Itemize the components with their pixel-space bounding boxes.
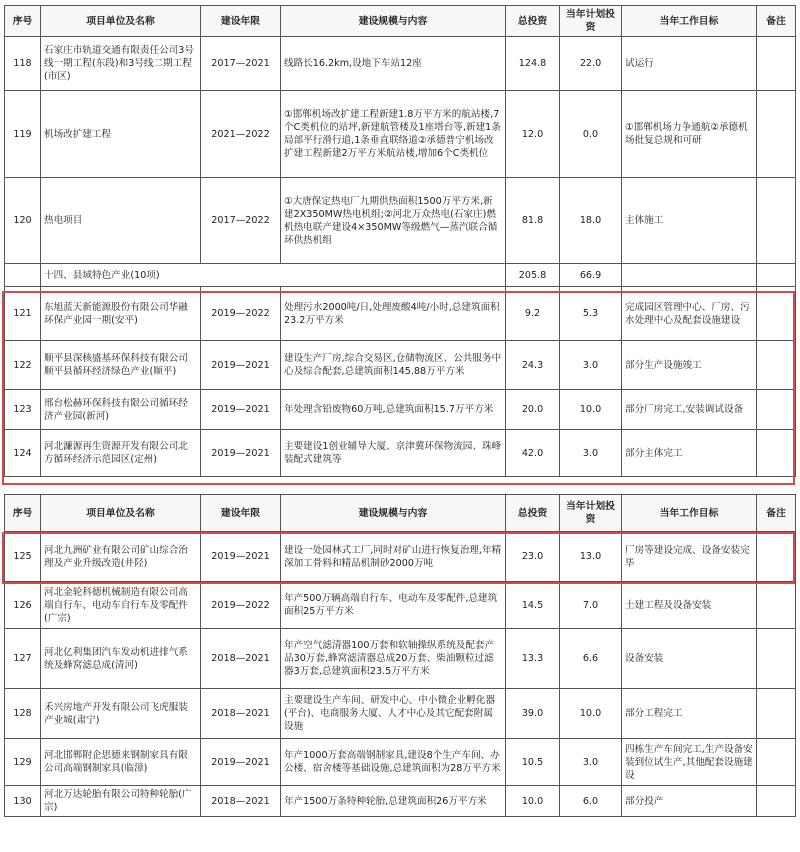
cell-plan: 3.0 xyxy=(560,341,622,390)
cell-invest: 42.0 xyxy=(506,430,560,477)
cell-scale: 年处理含铅废物60万吨,总建筑面积15.7万平方米 xyxy=(281,390,506,430)
cell-target: 部分生产设施竣工 xyxy=(622,341,757,390)
cell-plan: 10.0 xyxy=(560,390,622,430)
cell-remark xyxy=(757,582,796,629)
cell-invest: 24.3 xyxy=(506,341,560,390)
cell-invest: 13.3 xyxy=(506,629,560,689)
cell-plan: 22.0 xyxy=(560,37,622,91)
cell-target: ①邯郸机场力争通航②承德机场批复总规和可研 xyxy=(622,91,757,178)
section-row xyxy=(5,264,796,287)
table-row xyxy=(5,37,796,91)
cell-target: 设备安装 xyxy=(622,629,757,689)
cell-remark xyxy=(757,532,796,582)
header-invest: 总投资 xyxy=(506,495,560,532)
cell-no: 129 xyxy=(5,739,41,786)
table-row xyxy=(5,689,796,739)
cell-plan: 3.0 xyxy=(560,739,622,786)
cell-invest: 23.0 xyxy=(506,532,560,582)
cell-remark xyxy=(757,786,796,817)
cell-unit: 邢台松赫环保科技有限公司循环经济产业园(新河) xyxy=(41,390,201,430)
cell-unit: 热电项目 xyxy=(41,178,201,264)
cell-invest: 14.5 xyxy=(506,582,560,629)
section-label: 十四、县域特色产业(10项) xyxy=(41,264,506,287)
table-row xyxy=(5,532,796,582)
cell-scale: ①大唐保定热电厂九期供热面积1500万平方米,新建2X350MW热电机组;②河北万众热电(石家庄)燃机热电联产建设4×350MW等级燃气—蒸汽联合循环供热机组 xyxy=(281,178,506,264)
cell-no: 121 xyxy=(5,287,41,341)
cell-unit: 河北九洲矿业有限公司矿山综合治理及产业升级改造(井陉) xyxy=(41,532,201,582)
cell-invest: 81.8 xyxy=(506,178,560,264)
table-row xyxy=(5,178,796,264)
cell-no: 120 xyxy=(5,178,41,264)
table-row xyxy=(5,390,796,430)
cell-invest: 39.0 xyxy=(506,689,560,739)
header-row xyxy=(5,6,796,37)
cell-invest: 9.2 xyxy=(506,287,560,341)
cell-remark xyxy=(757,178,796,264)
header-row-2 xyxy=(5,495,796,532)
cell-period: 2018—2021 xyxy=(201,689,281,739)
header-scale: 建设规模与内容 xyxy=(281,495,506,532)
cell-unit: 石家庄市轨道交通有限责任公司3号线一期工程(东段)和3号线二期工程(市区) xyxy=(41,37,201,91)
cell-unit: 河北万达轮胎有限公司特种轮胎(广宗) xyxy=(41,786,201,817)
cell-period: 2019—2021 xyxy=(201,341,281,390)
cell-period: 2019—2021 xyxy=(201,430,281,477)
cell-period: 2019—2022 xyxy=(201,287,281,341)
cell-scale: 年产1500万条特种轮胎,总建筑面积26万平方米 xyxy=(281,786,506,817)
cell-scale: 建设生产厂房,综合交易区,仓储物流区、公共服务中心及综合配套,总建筑面积145.88万平方米 xyxy=(281,341,506,390)
cell-period: 2019—2022 xyxy=(201,582,281,629)
cell-remark xyxy=(757,341,796,390)
project-table-2 xyxy=(4,494,796,817)
cell-plan: 6.6 xyxy=(560,629,622,689)
cell-unit: 禾兴房地产开发有限公司飞虎服装产业城(肃宁) xyxy=(41,689,201,739)
header-unit: 项目单位及名称 xyxy=(41,495,201,532)
cell-plan: 5.3 xyxy=(560,287,622,341)
header-invest: 总投资 xyxy=(506,6,560,37)
cell-scale: 年产500万辆高端自行车、电动车及零配件,总建筑面积25万平方米 xyxy=(281,582,506,629)
cell-period: 2019—2021 xyxy=(201,532,281,582)
header-plan: 当年计划投资 xyxy=(560,6,622,37)
cell-plan: 7.0 xyxy=(560,582,622,629)
cell-no: 122 xyxy=(5,341,41,390)
cell-no: 124 xyxy=(5,430,41,477)
cell-scale: 处理污水2000吨/日,处理废酸4吨/小时,总建筑面积23.2万平方米 xyxy=(281,287,506,341)
cell-remark xyxy=(757,287,796,341)
cell-invest: 20.0 xyxy=(506,390,560,430)
cell-target: 部分投产 xyxy=(622,786,757,817)
cell-target: 部分工程完工 xyxy=(622,689,757,739)
cell-plan: 3.0 xyxy=(560,430,622,477)
section-invest: 205.8 xyxy=(506,264,560,287)
cell-scale: 主要建设生产车间、研发中心、中小微企业孵化器(平台)、电商服务大厦、人才中心及其它配套附属设施 xyxy=(281,689,506,739)
table-row xyxy=(5,786,796,817)
cell-period: 2019—2021 xyxy=(201,739,281,786)
cell-target: 四栋生产车间完工,生产设备安装到位试生产,其他配套设施建设 xyxy=(622,739,757,786)
cell-remark xyxy=(757,689,796,739)
cell-unit: 顺平县深核盛基环保科技有限公司顺平县循环经济绿色产业(顺平) xyxy=(41,341,201,390)
cell-no: 126 xyxy=(5,582,41,629)
cell-target: 主体施工 xyxy=(622,178,757,264)
cell-remark xyxy=(757,37,796,91)
cell-period: 2018—2021 xyxy=(201,786,281,817)
cell-no: 119 xyxy=(5,91,41,178)
cell-period: 2017—2022 xyxy=(201,178,281,264)
cell-scale: 建设一处园林式工厂,同时对矿山进行恢复治理,年精深加工骨料和精品机制砂2000万吨 xyxy=(281,532,506,582)
cell-plan: 10.0 xyxy=(560,689,622,739)
cell-scale: 年产1000万套高端钢制家具,建设8个生产车间、办公楼、宿舍楼等基础设施,总建筑面积为28万平方米 xyxy=(281,739,506,786)
table-row xyxy=(5,287,796,341)
cell-plan: 0.0 xyxy=(560,91,622,178)
cell-scale: 线路长16.2km,设地下车站12座 xyxy=(281,37,506,91)
cell-scale: 主要建设1创业辅导大厦、京津冀环保物流园、珠峰装配式建筑等 xyxy=(281,430,506,477)
table-row xyxy=(5,91,796,178)
header-remark: 备注 xyxy=(757,6,796,37)
cell-remark xyxy=(757,430,796,477)
cell-invest: 10.0 xyxy=(506,786,560,817)
cell-plan: 6.0 xyxy=(560,786,622,817)
header-no: 序号 xyxy=(5,6,41,37)
cell-invest: 124.8 xyxy=(506,37,560,91)
cell-period: 2017—2021 xyxy=(201,37,281,91)
header-target: 当年工作目标 xyxy=(622,495,757,532)
cell-remark xyxy=(757,739,796,786)
cell-invest: 12.0 xyxy=(506,91,560,178)
header-scale: 建设规模与内容 xyxy=(281,6,506,37)
cell-period: 2021—2022 xyxy=(201,91,281,178)
header-period: 建设年限 xyxy=(201,495,281,532)
cell-period: 2019—2021 xyxy=(201,390,281,430)
cell-target: 土建工程及设备安装 xyxy=(622,582,757,629)
cell-remark xyxy=(757,629,796,689)
cell-period: 2018—2021 xyxy=(201,629,281,689)
cell-target: 部分主体完工 xyxy=(622,430,757,477)
table-row xyxy=(5,430,796,477)
table-row xyxy=(5,629,796,689)
cell-no: 123 xyxy=(5,390,41,430)
header-unit: 项目单位及名称 xyxy=(41,6,201,37)
cell-unit: 机场改扩建工程 xyxy=(41,91,201,178)
cell-no: 118 xyxy=(5,37,41,91)
table-row xyxy=(5,739,796,786)
cell-target: 厂房等建设完成、设备安装完毕 xyxy=(622,532,757,582)
cell-plan: 18.0 xyxy=(560,178,622,264)
header-plan: 当年计划投资 xyxy=(560,495,622,532)
header-target: 当年工作目标 xyxy=(622,6,757,37)
cell-unit: 河北亿利集团汽车发动机进排气系统及蜂窝滤总成(清河) xyxy=(41,629,201,689)
cell-no: 125 xyxy=(5,532,41,582)
cell-unit: 东旭蓝天新能源股份有限公司华融环保产业园一期(安平) xyxy=(41,287,201,341)
project-table-1 xyxy=(4,5,796,477)
table-row xyxy=(5,582,796,629)
cell-no: 130 xyxy=(5,786,41,817)
cell-target: 试运行 xyxy=(622,37,757,91)
cell-invest: 10.5 xyxy=(506,739,560,786)
cell-target: 部分厂房完工,安装调试设备 xyxy=(622,390,757,430)
cell-remark xyxy=(757,390,796,430)
cell-unit: 河北濂源再生资源开发有限公司北方循环经济示范园区(定州) xyxy=(41,430,201,477)
header-remark: 备注 xyxy=(757,495,796,532)
cell-scale: ①邯郸机场改扩建工程新建1.8万平方米的航站楼,7个C类机位的站坪,新建航管楼及1座塔台等,新建1条局部平行滑行道,1条垂直联络道②承德普宁机场改扩建工程新建2万平方米航站楼,增加6个C类机位 xyxy=(281,91,506,178)
section-plan: 66.9 xyxy=(560,264,622,287)
cell-unit: 河北金轮科德机械制造有限公司高端自行车、电动车自行车及零配件(广宗) xyxy=(41,582,201,629)
header-period: 建设年限 xyxy=(201,6,281,37)
cell-no: 127 xyxy=(5,629,41,689)
cell-scale: 年产空气滤清器100万套和软轴操纵系统及配套产品30万套,蜂窝滤清器总成20万套、柴油颗粒过滤器3万套,总建筑面积23.5万平方米 xyxy=(281,629,506,689)
header-no: 序号 xyxy=(5,495,41,532)
cell-target: 完成园区管理中心、厂房、污水处理中心及配套设施建设 xyxy=(622,287,757,341)
cell-no: 128 xyxy=(5,689,41,739)
cell-plan: 13.0 xyxy=(560,532,622,582)
cell-unit: 河北邯郸附企思德来钢制家具有限公司高端钢制家具(临漳) xyxy=(41,739,201,786)
table-row xyxy=(5,341,796,390)
cell-remark xyxy=(757,91,796,178)
